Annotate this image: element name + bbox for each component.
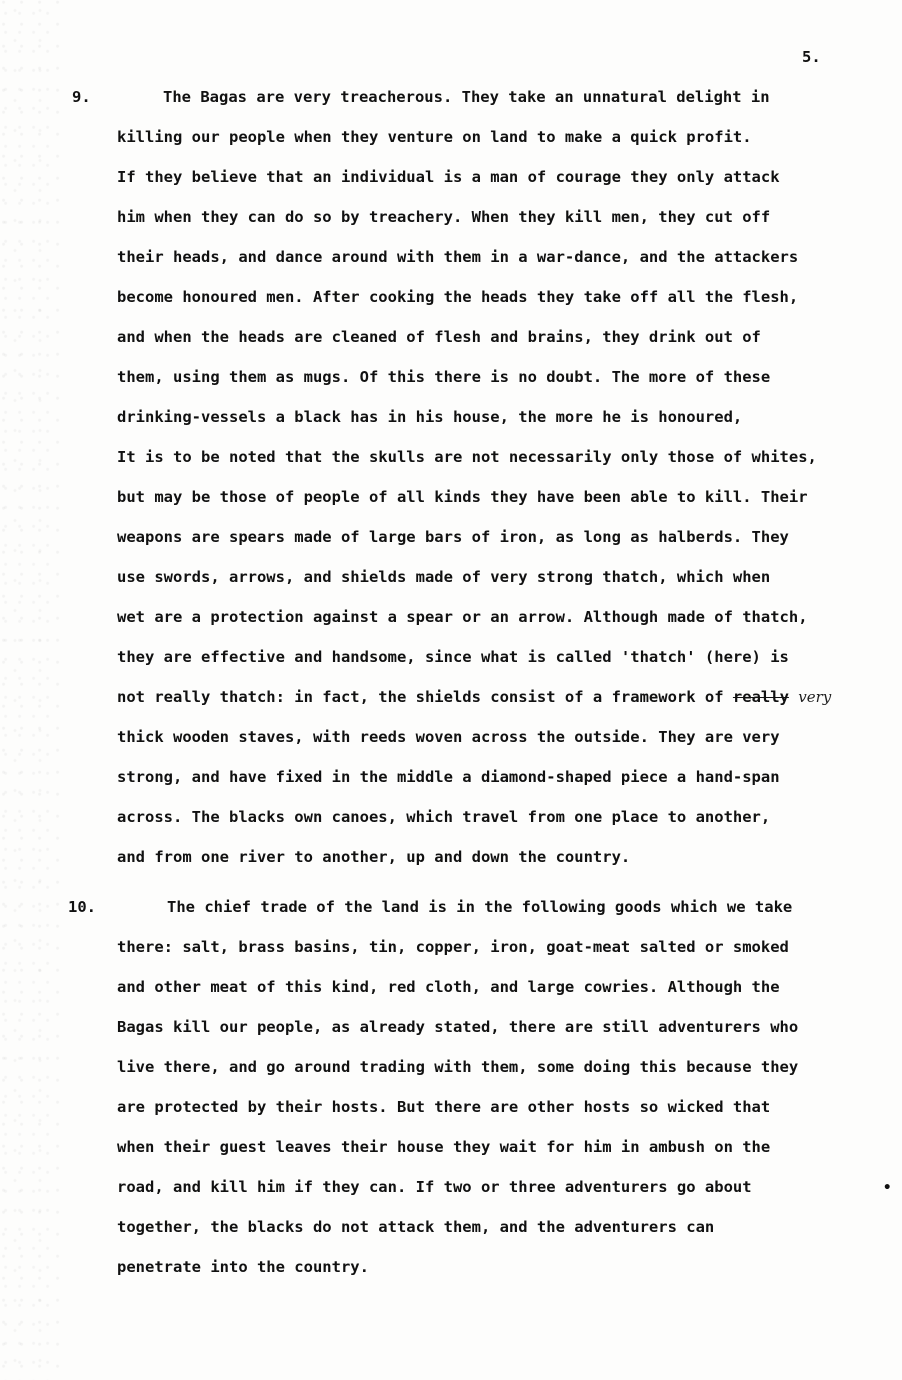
handwritten-correction: very: [798, 688, 832, 706]
text-line: It is to be noted that the skulls are not necessarily only those of whites,: [117, 448, 817, 466]
margin-mark: •: [883, 1180, 892, 1196]
text-line: there: salt, brass basins, tin, copper, iron, goat-meat salted or smoked: [117, 938, 789, 956]
text-line: thick wooden staves, with reeds woven across the outside. They are very: [117, 728, 780, 746]
text-line: but may be those of people of all kinds they have been able to kill. Their: [117, 488, 808, 506]
text-line: become honoured men. After cooking the heads they take off all the flesh,: [117, 288, 799, 306]
text-line: strong, and have fixed in the middle a diamond-shaped piece a hand-span: [117, 768, 780, 786]
text-line: when their guest leaves their house they wait for him in ambush on the: [117, 1138, 771, 1156]
text-line: Bagas kill our people, as already stated, there are still adventurers who: [117, 1018, 799, 1036]
text-line: road, and kill him if they can. If two or three adventurers go about: [117, 1178, 752, 1196]
text-line: they are effective and handsome, since what is called 'thatch' (here) is: [117, 648, 789, 666]
text-line: drinking-vessels a black has in his house, the more he is honoured,: [117, 408, 743, 426]
text-line: live there, and go around trading with them, some doing this because they: [117, 1058, 799, 1076]
text-line: weapons are spears made of large bars of iron, as long as halberds. They: [117, 528, 789, 546]
text-line-with-correction: [117, 688, 831, 706]
struck-word: really: [732, 688, 789, 706]
text-line: and other meat of this kind, red cloth, and large cowries. Although the: [117, 978, 780, 996]
text-line: across. The blacks own canoes, which travel from one place to another,: [117, 808, 771, 826]
paragraph-number-9: 9.: [72, 88, 91, 106]
text-line: are protected by their hosts. But there are other hosts so wicked that: [117, 1098, 771, 1116]
text-line: The Bagas are very treacherous. They take an unnatural delight in: [163, 88, 770, 106]
text-line: The chief trade of the land is in the following goods which we take: [167, 898, 793, 916]
text-line: not really thatch: in fact, the shields consist of a framework of: [117, 688, 724, 706]
page-number: 5.: [802, 48, 821, 66]
text-line: him when they can do so by treachery. When they kill men, they cut off: [117, 208, 771, 226]
text-line: and from one river to another, up and down the country.: [117, 848, 631, 866]
text-line: killing our people when they venture on land to make a quick profit.: [117, 128, 752, 146]
text-line: wet are a protection against a spear or an arrow. Although made of thatch,: [117, 608, 808, 626]
scan-noise: [0, 0, 60, 1380]
text-line: them, using them as mugs. Of this there is no doubt. The more of these: [117, 368, 771, 386]
text-line: and when the heads are cleaned of flesh and brains, they drink out of: [117, 328, 761, 346]
text-line: penetrate into the country.: [117, 1258, 369, 1276]
text-line: If they believe that an individual is a man of courage they only attack: [117, 168, 780, 186]
text-line: their heads, and dance around with them in a war-dance, and the attackers: [117, 248, 799, 266]
text-line: use swords, arrows, and shields made of very strong thatch, which when: [117, 568, 771, 586]
text-line: together, the blacks do not attack them, and the adventurers can: [117, 1218, 715, 1236]
paragraph-number-10: 10.: [68, 898, 96, 916]
